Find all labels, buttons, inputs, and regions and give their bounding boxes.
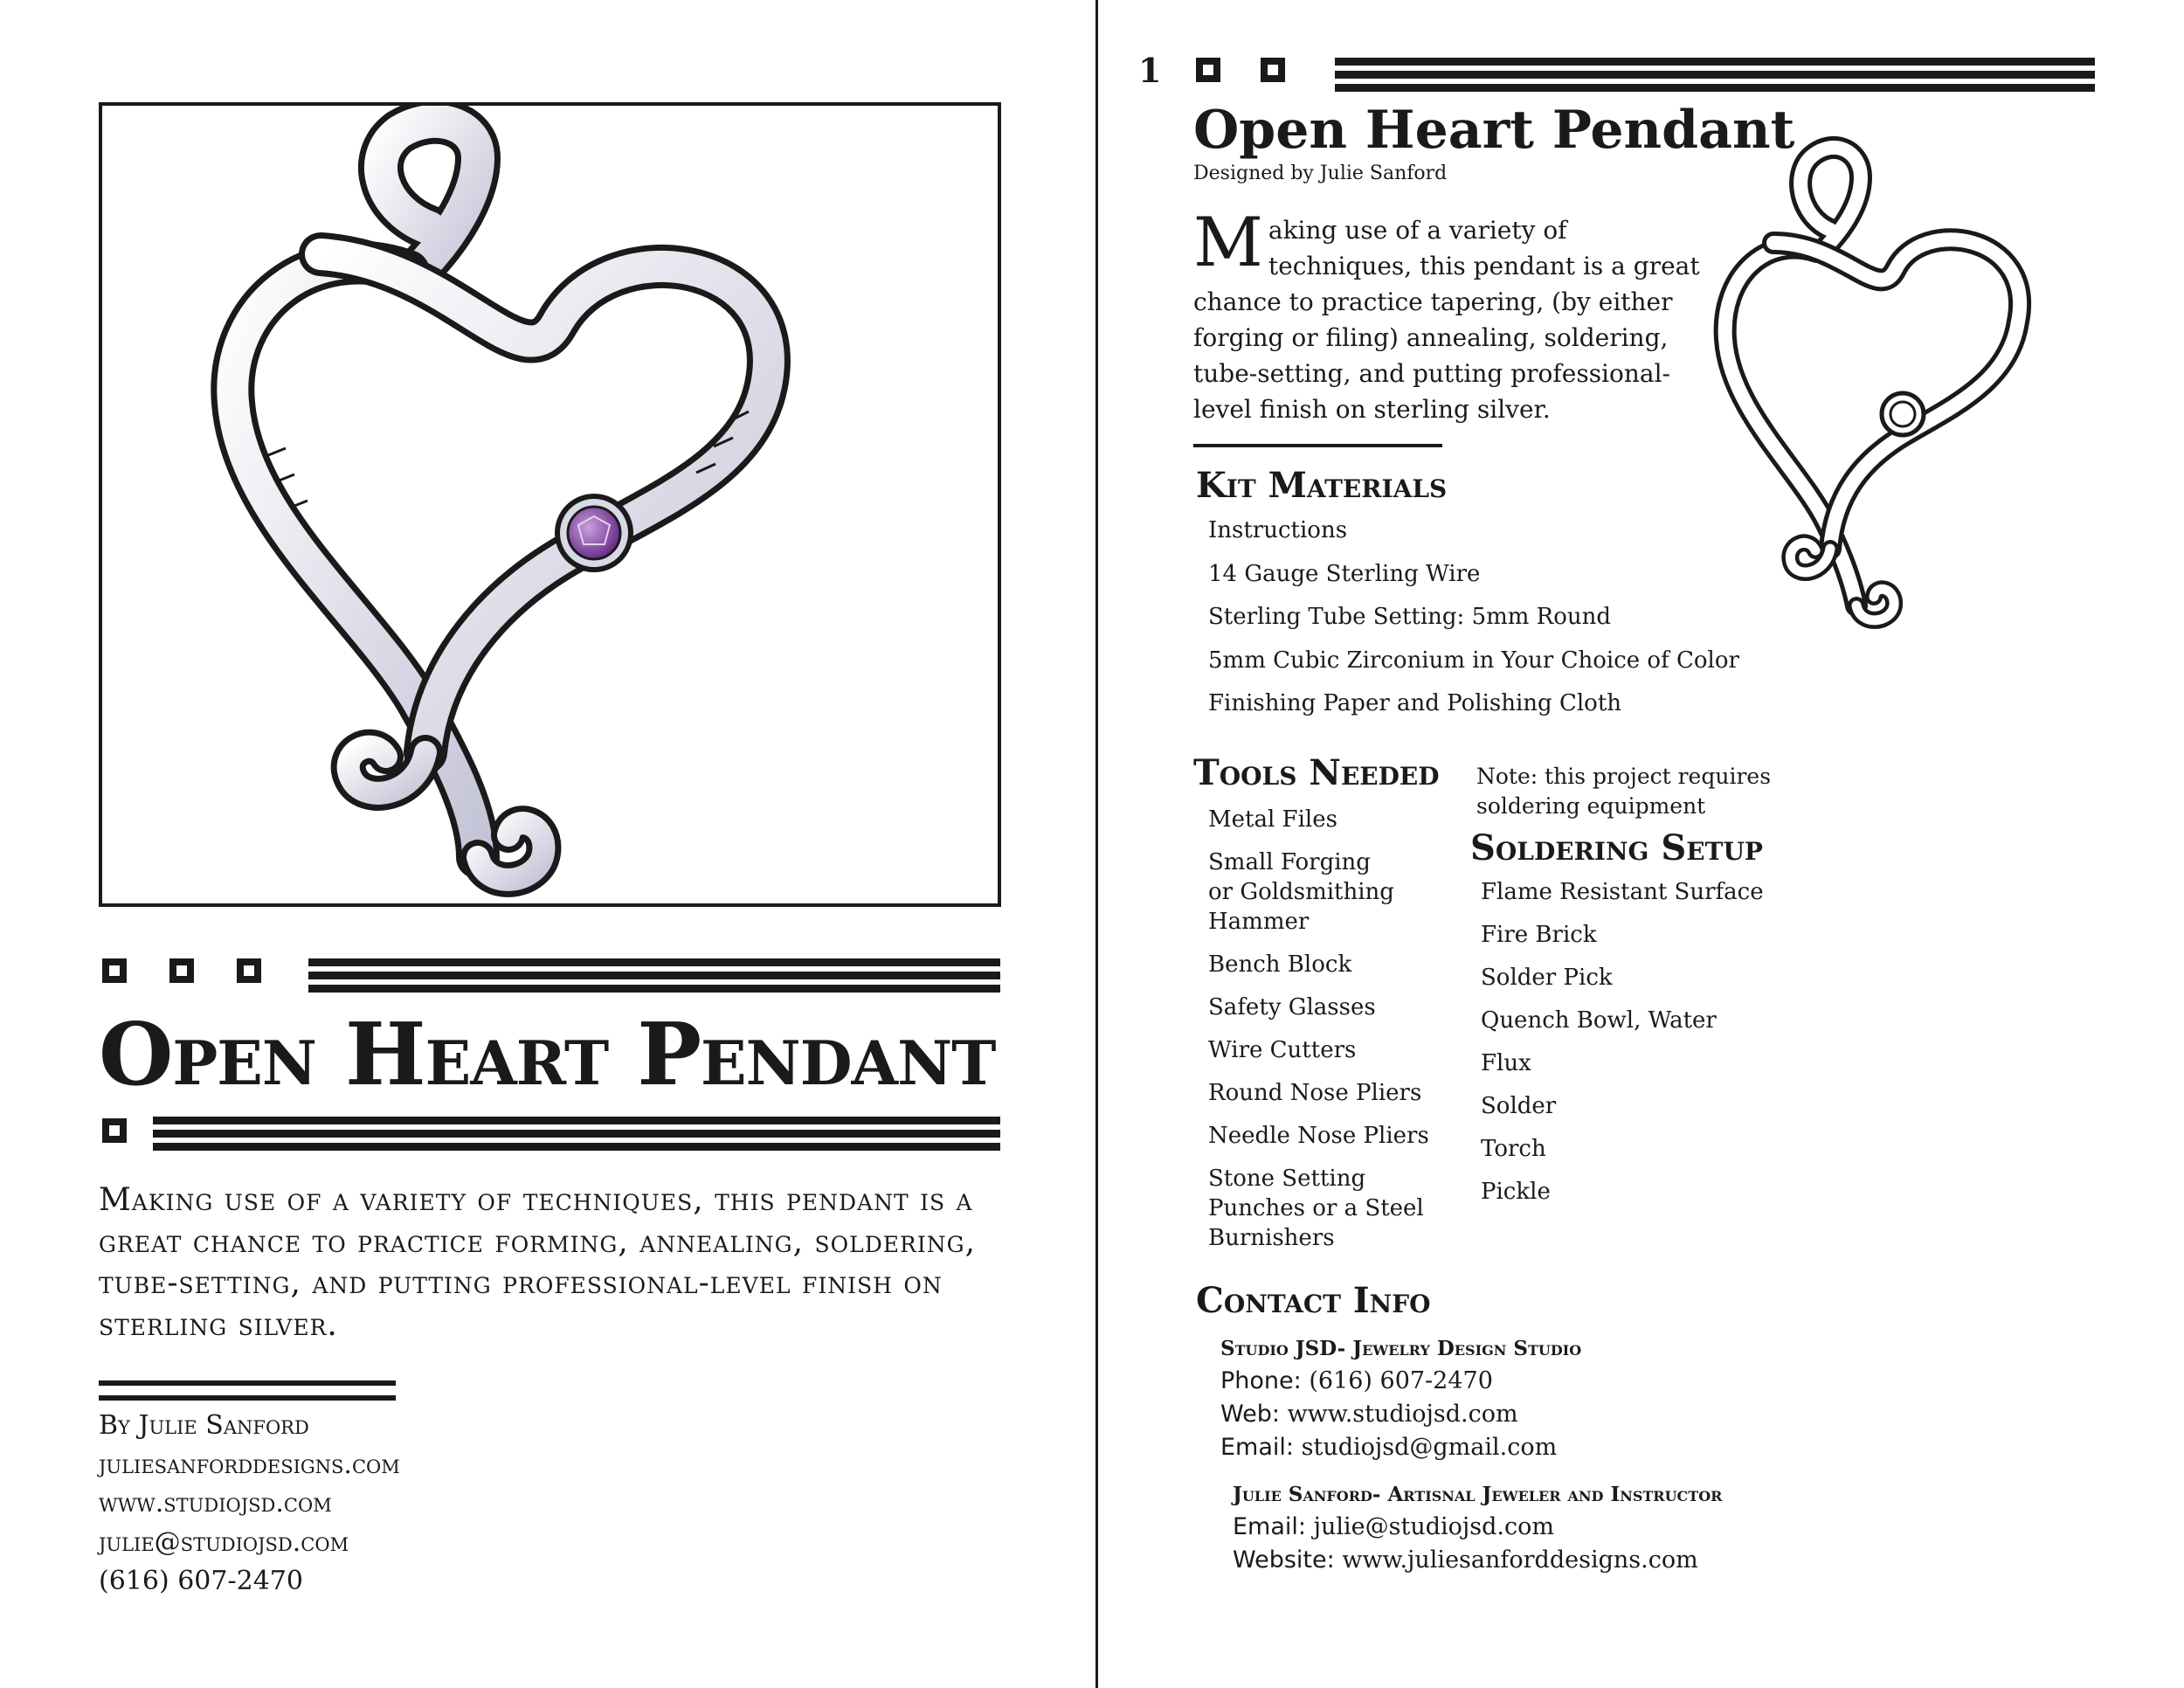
list-item	[1208, 1035, 1429, 1065]
list-item: Quench Bowl, Water	[1481, 1007, 1717, 1034]
byline-rule	[99, 1380, 396, 1386]
list-item	[1208, 1164, 1429, 1253]
list-item: Torch	[1481, 1136, 1546, 1162]
byline-studio-website[interactable]: www.studiojsd.com	[99, 1488, 332, 1519]
list-item-line: Punches or a Steel	[1208, 1195, 1424, 1221]
decor-square	[169, 958, 194, 983]
website-link[interactable]: www.juliesanforddesigns.com	[1342, 1546, 1698, 1574]
list-item: Flux	[1481, 1050, 1531, 1076]
list-item: Solder	[1481, 1093, 1557, 1119]
decor-bar	[1335, 84, 2095, 92]
list-item: 14 Gauge Sterling Wire	[1208, 560, 1481, 587]
byline-phone: (616) 607-2470	[99, 1566, 303, 1596]
list-item	[1208, 993, 1429, 1022]
project-title: Open Heart Pendant	[1193, 100, 1795, 161]
list-item: Flame Resistant Surface	[1481, 879, 1764, 905]
page-spine	[1095, 0, 1098, 1688]
kit-materials-heading: Kit Materials	[1196, 465, 1448, 506]
list-item-line: Bench Block	[1208, 951, 1352, 978]
instructor-website	[1233, 1546, 1698, 1574]
heart-pendant-illustration	[102, 106, 998, 903]
tools-needed-heading: Tools Needed	[1193, 752, 1440, 793]
kit-materials-list	[1208, 517, 1739, 734]
web-label: Web:	[1220, 1401, 1280, 1428]
decor-square	[102, 958, 127, 983]
decor-bar	[308, 958, 1000, 966]
list-item-line: Hammer	[1208, 909, 1310, 935]
page-number: 1	[1138, 51, 1162, 90]
email-label: Email:	[1220, 1434, 1295, 1461]
cover-title: Open Heart Pendant	[99, 1005, 996, 1105]
decor-bar	[153, 1130, 1000, 1138]
list-item-line: Needle Nose Pliers	[1208, 1123, 1429, 1149]
phone-label: Phone:	[1220, 1367, 1302, 1394]
list-item	[1208, 847, 1429, 937]
list-item-line: Round Nose Pliers	[1208, 1080, 1422, 1106]
byline-block	[99, 1407, 400, 1602]
web-link[interactable]: www.studiojsd.com	[1287, 1401, 1518, 1428]
studio-phone	[1220, 1367, 1493, 1394]
list-item: Fire Brick	[1481, 922, 1597, 948]
list-item	[1208, 805, 1429, 834]
soldering-setup-list	[1481, 879, 1764, 1221]
phone-value: (616) 607-2470	[1309, 1367, 1493, 1394]
decor-bar	[308, 985, 1000, 993]
list-item-line: Stone Setting	[1208, 1166, 1366, 1192]
list-item: Sterling Tube Setting: 5mm Round	[1208, 604, 1612, 630]
decor-square	[102, 1118, 127, 1143]
list-item-line: Metal Files	[1208, 806, 1337, 833]
decor-square	[1196, 58, 1220, 82]
project-intro	[1193, 204, 1704, 427]
instructor-email	[1233, 1513, 1554, 1540]
byline-website[interactable]: juliesanforddesigns.com	[99, 1449, 400, 1480]
decor-bar	[308, 972, 1000, 979]
tools-needed-list	[1208, 805, 1429, 1266]
studio-web	[1220, 1401, 1518, 1428]
list-item	[1208, 1121, 1429, 1151]
designer-credit: Designed by Julie Sanford	[1193, 163, 1448, 184]
list-item	[1208, 1078, 1429, 1108]
decor-square	[1261, 58, 1285, 82]
decor-bar	[1335, 71, 2095, 79]
decor-bar	[1335, 58, 2095, 66]
list-item: Pickle	[1481, 1179, 1551, 1205]
intro-dropcap: M	[1193, 204, 1263, 282]
decor-square	[237, 958, 261, 983]
contact-info-heading: Contact Info	[1196, 1280, 1431, 1321]
list-item-line: or Goldsmithing	[1208, 879, 1394, 905]
section-rule	[1193, 444, 1442, 447]
decor-bar	[153, 1143, 1000, 1151]
byline-author: By Julie Sanford	[99, 1410, 309, 1441]
list-item-line: Safety Glasses	[1208, 994, 1376, 1020]
list-item: 5mm Cubic Zirconium in Your Choice of Color	[1208, 647, 1739, 674]
intro-text: aking use of a variety of techniques, this pendant is a great chance to practice tapering, (by either forging or filing) annealing, soldering, tube-setting, and putting professional-level finish on sterling silver.	[1193, 216, 1700, 424]
decor-bar	[153, 1117, 1000, 1124]
list-item-line: Burnishers	[1208, 1225, 1335, 1251]
email-label: Email:	[1233, 1513, 1307, 1540]
note-line: Note: this project requires	[1476, 764, 1772, 789]
website-label: Website:	[1233, 1546, 1335, 1574]
email-link[interactable]: studiojsd@gmail.com	[1301, 1434, 1558, 1461]
list-item: Instructions	[1208, 517, 1348, 543]
list-item-line: Small Forging	[1208, 849, 1371, 875]
instructor-name: Julie Sanford- Artisnal Jeweler and Instructor	[1233, 1483, 1723, 1506]
note-line: soldering equipment	[1476, 793, 1706, 819]
byline-email[interactable]: julie@studiojsd.com	[99, 1526, 349, 1558]
studio-name: Studio JSD- Jewelry Design Studio	[1220, 1337, 1582, 1360]
cover-description: Making use of a variety of techniques, this pendant is a great chance to practice forming, annealing, soldering, tube-setting, and putting professional-level finish on sterling silver.	[99, 1182, 977, 1343]
list-item-line: Wire Cutters	[1208, 1037, 1357, 1063]
list-item	[1208, 950, 1429, 979]
list-item: Finishing Paper and Polishing Cloth	[1208, 690, 1622, 716]
heart-pendant-line-drawing	[1704, 129, 2062, 645]
studio-email	[1220, 1434, 1557, 1461]
list-item: Solder Pick	[1481, 965, 1613, 991]
soldering-setup-heading: Soldering Setup	[1470, 827, 1763, 868]
byline-rule	[99, 1395, 396, 1401]
soldering-note	[1476, 762, 1771, 821]
email-link[interactable]: julie@studiojsd.com	[1313, 1513, 1554, 1540]
